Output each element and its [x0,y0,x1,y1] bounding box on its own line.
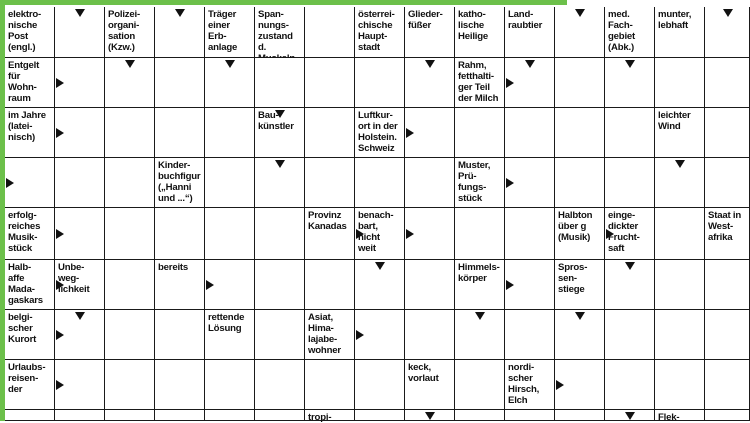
clue-cell [405,360,455,410]
clue-cell [705,208,750,260]
clue-text: Span- nungs- zustand d. [258,9,293,53]
arrow-right-icon [556,380,564,390]
clue-text: Spros- sen- stiege [558,262,588,295]
clue-text: bereits [158,262,189,273]
clue-cell [205,7,255,58]
arrow-right-icon [56,380,64,390]
answer-cell[interactable] [505,108,555,158]
answer-cell[interactable] [55,158,105,208]
arrow-down-icon [375,262,385,270]
answer-cell[interactable] [155,58,205,108]
clue-cell [655,7,705,58]
clue-text: im Jahre (latei- nisch) [8,110,46,143]
answer-cell[interactable] [655,360,705,410]
clue-text: munter, lebhaft [658,9,692,31]
clue-cell [355,108,405,158]
clue-cell [655,410,705,421]
answer-cell[interactable] [255,410,305,421]
answer-cell[interactable] [605,158,655,208]
answer-cell[interactable] [105,108,155,158]
left-accent-bar [0,0,5,421]
arrow-down-icon [525,60,535,68]
clue-text: katho- lische Heilige [458,9,489,42]
clue-text: Flek- [658,412,680,423]
answer-cell[interactable] [455,208,505,260]
answer-cell[interactable] [105,360,155,410]
answer-cell[interactable] [305,58,355,108]
clue-cell [355,7,405,58]
answer-cell[interactable] [705,260,750,310]
arrow-right-icon [206,280,214,290]
answer-cell[interactable] [355,360,405,410]
clue-cell [5,310,55,360]
answer-cell[interactable] [5,410,55,421]
arrow-down-icon [625,262,635,270]
answer-cell[interactable] [205,410,255,421]
clue-text: Polizei- organi- sation (Kzw.) [108,9,140,53]
clue-text: tropi- [308,412,332,423]
arrow-right-icon [56,229,64,239]
clue-text: Himmels- körper [458,262,500,284]
answer-cell[interactable] [105,158,155,208]
answer-cell[interactable] [405,260,455,310]
arrow-down-icon [475,312,485,320]
answer-cell[interactable] [705,108,750,158]
answer-cell[interactable] [555,410,605,421]
answer-cell[interactable] [455,360,505,410]
clue-text: Luftkur- ort in der Holstein. Schweiz [358,110,398,154]
answer-cell[interactable] [205,108,255,158]
clue-cell [5,108,55,158]
answer-cell[interactable] [705,360,750,410]
answer-cell[interactable] [155,410,205,421]
answer-cell[interactable] [605,310,655,360]
answer-cell[interactable] [305,7,355,58]
clue-cell [455,158,505,208]
clue-text: leichter Wind [658,110,691,132]
answer-cell[interactable] [555,158,605,208]
clue-text: Glieder- füßer [408,9,443,31]
answer-cell[interactable] [255,208,305,260]
clue-cell [305,410,355,421]
clue-text: Muster, Prü- fungs- stück [458,160,491,204]
clue-cell [5,360,55,410]
answer-cell[interactable] [705,410,750,421]
clue-text: Unbe- weg- lichkeit [58,262,90,295]
arrow-down-icon [275,110,285,118]
answer-cell[interactable] [405,310,455,360]
answer-cell[interactable] [255,260,305,310]
clue-cell [455,260,505,310]
clue-cell [5,7,55,58]
answer-cell[interactable] [505,310,555,360]
clue-cell [555,260,605,310]
answer-cell[interactable] [355,58,405,108]
clue-cell [305,208,355,260]
arrow-right-icon [406,128,414,138]
arrow-right-icon [506,78,514,88]
clue-cell [655,108,705,158]
clue-cell [205,310,255,360]
answer-cell[interactable] [105,208,155,260]
answer-cell[interactable] [605,360,655,410]
clue-text: med. Fach- gebiet (Abk.) [608,9,636,53]
arrow-right-icon [56,78,64,88]
clue-text: belgi- scher Kurort [8,312,37,345]
clue-text: Urlaubs- reisen- der [8,362,46,395]
arrow-down-icon [225,60,235,68]
answer-cell[interactable] [205,360,255,410]
arrow-down-icon [425,412,435,420]
arrow-down-icon [175,9,185,17]
clue-text: Träger einer Erb- anlage [208,9,238,53]
answer-cell[interactable] [505,410,555,421]
clue-cell [605,7,655,58]
answer-cell[interactable] [255,310,305,360]
answer-cell[interactable] [105,260,155,310]
arrow-right-icon [406,229,414,239]
clue-text: Kinder- buchfigur („Hanni und ...“) [158,160,201,204]
arrow-down-icon [125,60,135,68]
clue-text: Bau- künstler [258,110,294,132]
clue-cell [155,158,205,208]
answer-cell[interactable] [255,360,305,410]
answer-cell[interactable] [305,158,355,208]
answer-cell[interactable] [705,58,750,108]
answer-cell[interactable] [655,58,705,108]
answer-cell[interactable] [455,410,505,421]
arrow-down-icon [75,9,85,17]
clue-cell [5,208,55,260]
arrow-right-icon [356,330,364,340]
answer-cell[interactable] [305,108,355,158]
answer-cell[interactable] [155,360,205,410]
arrow-down-icon [275,160,285,168]
clue-text: Entgelt für Wohn- raum [8,60,40,104]
clue-text: Halbton über g (Musik) [558,210,593,243]
arrow-down-icon [575,9,585,17]
arrow-down-icon [625,60,635,68]
arrow-down-icon [75,312,85,320]
clue-text: Provinz Kanadas [308,210,347,232]
arrow-down-icon [425,60,435,68]
answer-cell[interactable] [255,58,305,108]
answer-cell[interactable] [455,108,505,158]
arrow-right-icon [506,280,514,290]
arrow-down-icon [575,312,585,320]
clue-cell [405,7,455,58]
answer-cell[interactable] [155,208,205,260]
clue-cell [505,360,555,410]
answer-cell[interactable] [555,58,605,108]
answer-cell[interactable] [305,360,355,410]
arrow-right-icon [56,330,64,340]
answer-cell[interactable] [155,108,205,158]
clue-cell [505,7,555,58]
arrow-right-icon [506,178,514,188]
arrow-right-icon [56,280,64,290]
clue-text: rettende Lösung [208,312,245,334]
arrow-down-icon [625,412,635,420]
clue-text: einge- dickter Frucht- saft [608,210,640,254]
clue-cell [455,58,505,108]
clue-cell [5,58,55,108]
clue-text: benach- bart, nicht weit [358,210,394,254]
clue-cell [305,310,355,360]
clue-text: elektro- nische Post (engl.) [8,9,42,53]
answer-cell[interactable] [105,310,155,360]
clue-text: Asiat, Hima- lajabe- wohner [308,312,341,356]
answer-cell[interactable] [655,310,705,360]
answer-cell[interactable] [205,208,255,260]
clue-text: Land- raubtier [508,9,543,31]
clue-cell [455,7,505,58]
arrow-right-icon [356,229,364,239]
answer-cell[interactable] [705,310,750,360]
clue-cell [555,208,605,260]
clue-text: erfolg- reiches Musik- stück [8,210,41,254]
answer-cell[interactable] [655,208,705,260]
answer-cell[interactable] [355,410,405,421]
answer-cell[interactable] [705,158,750,208]
clue-text: österrei- chische Haupt- stadt [358,9,395,53]
answer-cell[interactable] [105,410,155,421]
answer-cell[interactable] [55,410,105,421]
clue-cell [105,7,155,58]
clue-text: Rahm, fetthalti- ger Teil der Milch [458,60,499,104]
answer-cell[interactable] [355,158,405,208]
arrow-right-icon [56,128,64,138]
clue-cell [255,7,305,58]
arrow-down-icon [723,9,733,17]
arrow-right-icon [606,229,614,239]
answer-cell[interactable] [405,158,455,208]
arrow-right-icon [6,178,14,188]
answer-cell[interactable] [505,208,555,260]
clue-cell [155,260,205,310]
answer-cell[interactable] [305,260,355,310]
arrow-down-icon [675,160,685,168]
answer-cell[interactable] [655,260,705,310]
clue-text: Halb- affe Mada- gaskars [8,262,43,306]
clue-text: keck, vorlaut [408,362,439,384]
answer-cell[interactable] [155,310,205,360]
clue-text: Staat in West- afrika [708,210,742,243]
clue-cell [5,260,55,310]
answer-cell[interactable] [605,108,655,158]
clue-text: nordi- scher Hirsch, Elch [508,362,540,406]
answer-cell[interactable] [205,158,255,208]
answer-cell[interactable] [555,108,605,158]
